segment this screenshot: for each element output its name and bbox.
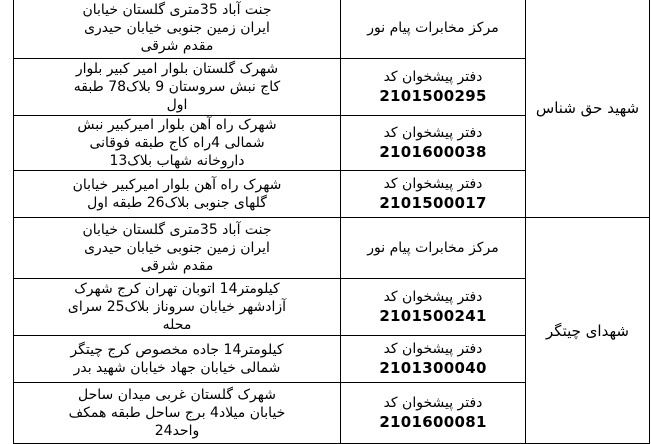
address-line: ایران زمین جنوبی خیابان حیدری: [84, 20, 270, 36]
table-row: [14, 218, 650, 279]
office-cell: [341, 116, 526, 171]
address-line: واحد24: [154, 423, 200, 439]
address-line: جنت آباد 35متری گلستان خیابان: [82, 2, 272, 18]
region-name: شهدای چیتگر: [546, 321, 629, 340]
address-line: گلهای جنوبی بلاک26 طبقه اول: [87, 195, 267, 211]
address-line: مقدم شرقی: [140, 38, 214, 54]
office-cell: [341, 383, 526, 444]
address-line: کیلومتر14 جاده مخصوص کرج چیتگر: [70, 342, 284, 358]
office-code: 2101500295: [379, 87, 487, 105]
address-line: شهرک راه آهن بلوار امیرکبیر نبش: [77, 117, 277, 133]
region-name: شهید حق شناس: [535, 98, 640, 117]
address-line: مقدم شرقی: [140, 258, 214, 274]
address-line: کاج نبش سروستان 9 بلاک78 طبقه: [73, 79, 281, 95]
address-line: محله: [162, 317, 192, 333]
address-cell: [14, 336, 341, 383]
address-line: جنت آباد 35متری گلستان خیابان: [82, 222, 272, 238]
office-cell: [341, 336, 526, 383]
address-cell: [14, 59, 341, 116]
office-code: 2101300040: [379, 359, 487, 377]
office-name: دفتر پیشخوان کد: [383, 176, 483, 192]
office-name: دفتر پیشخوان کد: [383, 395, 483, 411]
address-line: کیلومتر14 اتوبان تهران کرج شهرک: [74, 281, 280, 297]
office-cell: [341, 279, 526, 336]
office-cell: [341, 171, 526, 218]
address-cell: [14, 279, 341, 336]
address-cell: [14, 383, 341, 444]
table-row: [14, 0, 650, 59]
region-cell: [526, 0, 650, 218]
office-name: دفتر پیشخوان کد: [383, 69, 483, 85]
office-name: مرکز مخابرات پیام نور: [367, 239, 499, 256]
office-cell: [341, 0, 526, 59]
office-code: 2101600081: [379, 413, 487, 431]
office-code: 2101600038: [379, 143, 487, 161]
address-cell: [14, 218, 341, 279]
address-line: اول: [166, 97, 188, 113]
address-line: شهرک راه آهن بلوار امیرکبیر خیابان: [72, 177, 282, 193]
address-line: شمالی 4راه کاج طبقه فوقانی: [89, 135, 265, 151]
address-cell: [14, 116, 341, 171]
address-cell: [14, 171, 341, 218]
address-line: ایران زمین جنوبی خیابان حیدری: [84, 240, 270, 256]
office-cell: [341, 218, 526, 279]
office-name: دفتر پیشخوان کد: [383, 125, 483, 141]
address-line: شهرک گلستان غربی میدان ساحل: [78, 387, 276, 403]
office-cell: [341, 59, 526, 116]
office-name: دفتر پیشخوان کد: [383, 341, 483, 357]
office-name: دفتر پیشخوان کد: [383, 289, 483, 305]
office-code: 2101500241: [379, 307, 487, 325]
address-line: شمالی خیابان جهاد خیابان شهید بدر: [73, 360, 281, 376]
address-line: داروخانه شهاب بلاک13: [109, 153, 245, 169]
address-line: شهرک گلستان بلوار امیر کبیر بلوار: [75, 61, 279, 77]
region-cell: [526, 218, 650, 444]
offices-table: [13, 0, 650, 444]
office-code: 2101500017: [379, 194, 487, 212]
address-line: آزادشهر خیابان سروناز بلاک25 سرای: [67, 299, 287, 315]
office-name: مرکز مخابرات پیام نور: [367, 19, 499, 36]
address-cell: [14, 0, 341, 59]
address-line: خیابان میلاد4 برج ساحل طبقه همکف: [68, 405, 286, 421]
